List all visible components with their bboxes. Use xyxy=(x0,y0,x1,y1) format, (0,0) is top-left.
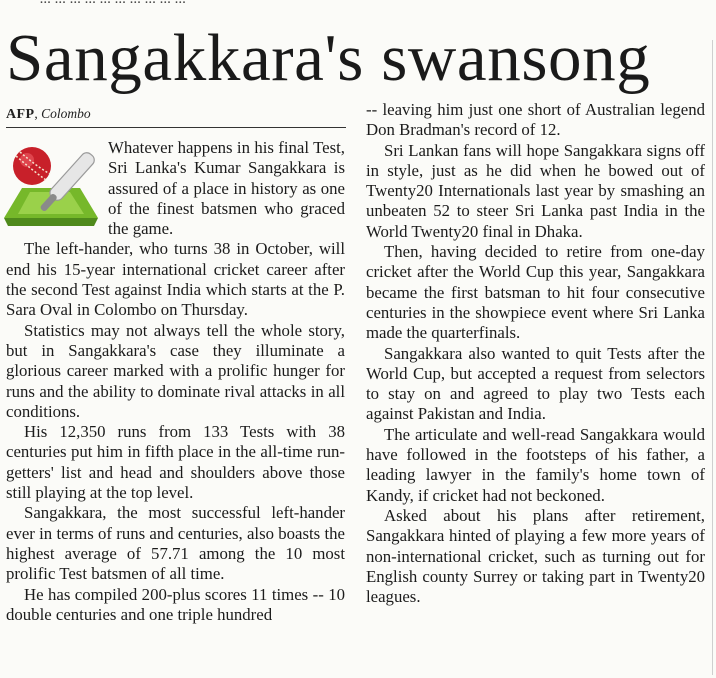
byline-place: Colombo xyxy=(41,106,91,121)
paragraph: Asked about his plans after retirement, Sangakkara hinted of playing a few more years of non-international cricket, such as turning out for English county Surrey or taking part in Twenty20 leagues. xyxy=(366,505,705,607)
cropped-top-text xyxy=(40,0,700,3)
column-rule xyxy=(712,40,713,675)
paragraph: Then, having decided to retire from one-day cricket after the World Cup this year, Sangakkara became the first batsman to hit four consecutive centuries in the showpiece event where Sri Lanka made the quarterfinals. xyxy=(366,242,705,343)
cricket-ball-bat-icon xyxy=(0,140,100,238)
article-column-1 xyxy=(6,138,345,678)
paragraph: Sangakkara, the most successful left-hander ever in terms of runs and centuries, also boasts the highest average of 57.71 among the 10 most prolific Test batsmen of all time. xyxy=(6,503,345,584)
paragraph: The left-hander, who turns 38 in October, will end his 15-year international cricket career after the second Test against India which starts at the P. Sara Oval in Colombo on Thursday. xyxy=(6,239,345,320)
paragraph: The articulate and well-read Sangakkara would have followed in the footsteps of his father, a leading lawyer in the family's home town of Kandy, if cricket had not beckoned. xyxy=(366,424,705,505)
byline-rule xyxy=(6,127,346,128)
byline xyxy=(6,104,91,125)
paragraph: Sri Lankan fans will hope Sangakkara signs off in style, just as he did when he bowed out of Twenty20 Internationals last year by smashing an unbeaten 52 to steer Sri Lanka past India in the World Twenty20 final in Dhaka. xyxy=(366,140,705,241)
paragraph: His 12,350 runs from 133 Tests with 38 centuries put him in fifth place in the all-time run-getters' list and head and shoulders above those still playing at the top level. xyxy=(6,422,345,503)
headline: Sangakkara's swansong xyxy=(6,21,651,95)
paragraph: -- leaving him just one short of Australian legend Don Bradman's record of 12. xyxy=(366,100,705,140)
byline-separator: , xyxy=(34,106,38,121)
paragraph: He has compiled 200-plus scores 11 times -- 10 double centuries and one triple hundred xyxy=(6,584,345,624)
paragraph: Whatever happens in his final Test, Sri Lanka's Kumar Sangakkara is assured of a place in history as one of the finest batsmen who graced the game. xyxy=(6,138,345,239)
article-column-2 xyxy=(366,100,705,675)
paragraph: Sangakkara also wanted to quit Tests after the World Cup, but accepted a request from selectors to stay on and agreed to play two Tests each against Pakistan and India. xyxy=(366,343,705,424)
paragraph: Statistics may not always tell the whole story, but in Sangakkara's case they illuminate a glorious career marked with a prolific hunger for runs and the ability to dominate rival attacks in all conditions. xyxy=(6,320,345,421)
byline-agency: AFP xyxy=(6,107,35,122)
